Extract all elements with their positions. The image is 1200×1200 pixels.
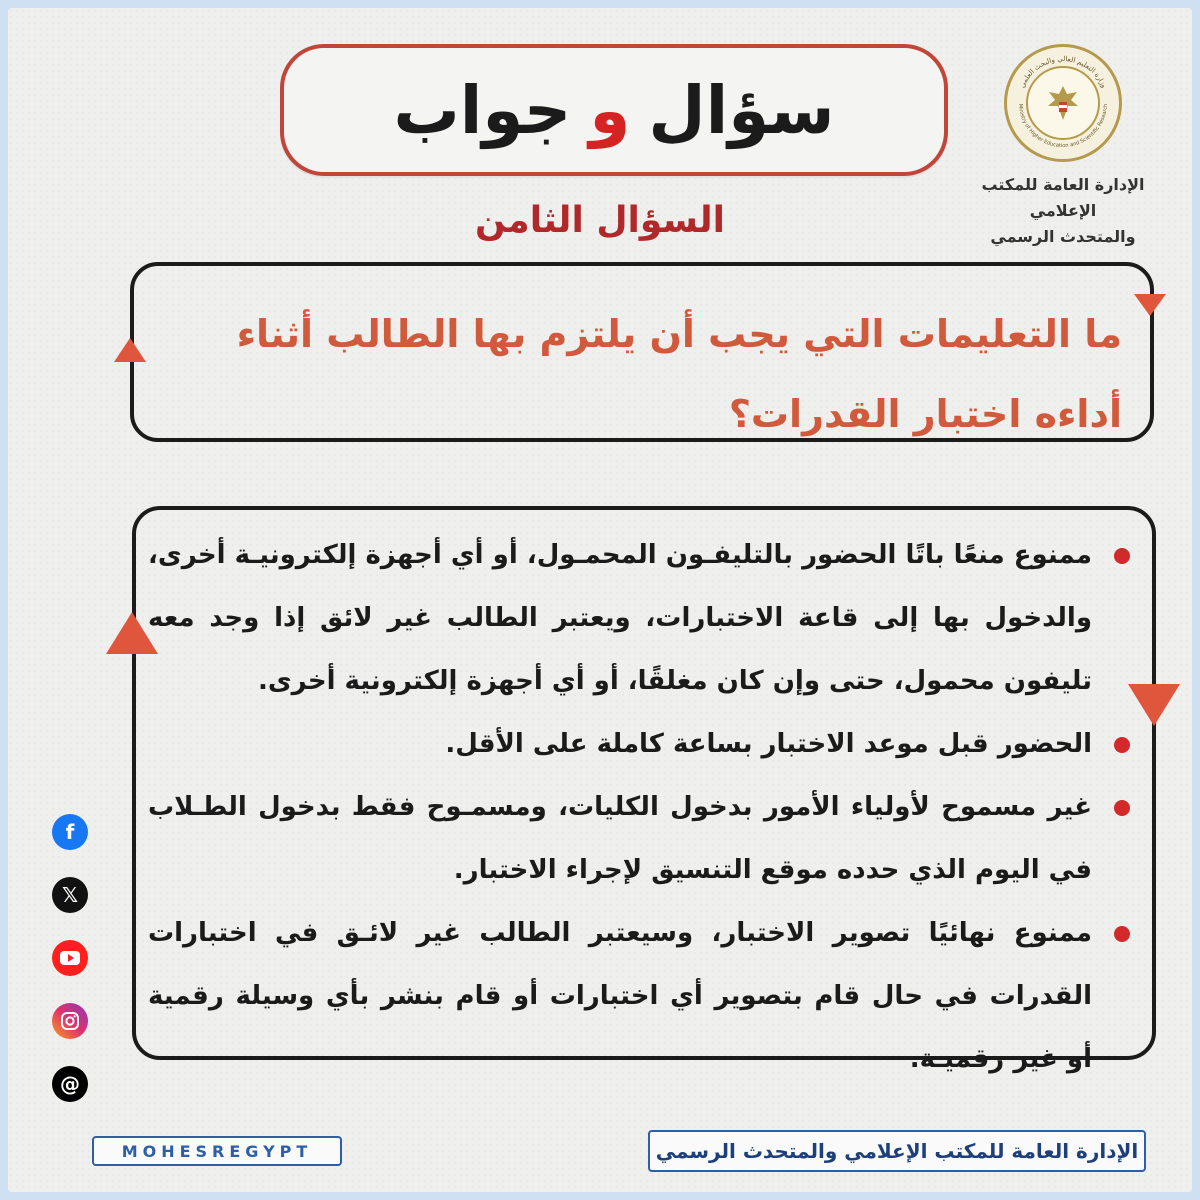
triangle-down-icon	[1134, 294, 1166, 316]
answer-text: ممنوع منعًا باتًا الحضور بالتليفـون المحمـول، أو أي أجهزة إلكترونيـة أخرى، والدخول بها إلى قاعة الاختبارات، ويعتبر الطالب غير لائق إذا وجد معه تليفون محمول، حتى وإن كان مغلقًا، أو أي أجهزة إلكترونية أخرى.	[148, 540, 1092, 696]
bullet-icon	[1114, 548, 1130, 564]
bullet-icon	[1114, 800, 1130, 816]
answer-list	[148, 524, 1136, 1091]
seal-ring-text-icon	[1007, 47, 1119, 159]
bullet-icon	[1114, 926, 1130, 942]
list-item	[148, 713, 1136, 776]
question-number-label: السؤال الثامن	[475, 200, 725, 241]
answer-text: ممنوع نهائيًا تصوير الاختبار، وسيعتبر الطالب غير لائـق في اختبارات القدرات في حال قام بتصوير أي اختبارات أو قام بنشر بأي وسيلة رقمية أو غير رقميـة.	[148, 918, 1092, 1074]
youtube-icon[interactable]	[52, 940, 88, 976]
list-item	[148, 902, 1136, 1091]
bullet-icon	[1114, 737, 1130, 753]
social-links	[52, 814, 92, 1129]
question-text	[148, 294, 1122, 454]
list-item	[148, 776, 1136, 902]
svg-text:Ministry of Higher Education a	[1017, 104, 1109, 149]
question-line-2: أداءه اختبار القدرات؟	[728, 392, 1122, 436]
facebook-icon[interactable]: f	[52, 814, 88, 850]
logo-caption-line2: والمتحدث الرسمي	[990, 227, 1136, 246]
title-word-answer: جواب	[393, 71, 572, 149]
ministry-seal	[1004, 44, 1122, 162]
x-icon[interactable]: 𝕏	[52, 877, 88, 913]
svg-text:وزارة التعليم العالي والبحث ال	[1018, 55, 1108, 89]
threads-icon[interactable]: @	[52, 1066, 88, 1102]
logo-caption-line1: الإدارة العامة للمكتب الإعلامي	[981, 175, 1145, 220]
title-banner	[280, 44, 948, 176]
page-title	[393, 72, 834, 149]
social-handle: MOHESREGYPT	[92, 1136, 342, 1166]
title-conjunction: و	[589, 71, 631, 149]
triangle-up-icon	[114, 338, 146, 362]
answer-text: الحضور قبل موعد الاختبار بساعة كاملة على الأقل.	[445, 729, 1092, 759]
list-item	[148, 524, 1136, 713]
infographic-card	[8, 8, 1192, 1192]
footer-office-name: الإدارة العامة للمكتب الإعلامي والمتحدث الرسمي	[648, 1130, 1146, 1172]
instagram-icon[interactable]	[52, 1003, 88, 1039]
seal-text-en: Ministry of Higher Education and Scientific Research	[1016, 103, 1110, 150]
title-word-question: سؤال	[648, 71, 835, 149]
question-line-1: ما التعليمات التي يجب أن يلتزم بها الطالب أثناء	[236, 312, 1122, 356]
answer-text: غير مسموح لأولياء الأمور بدخول الكليات، ومسمـوح فقط بدخول الطـلاب في اليوم الذي حدده موقع التنسيق لإجراء الاختبار.	[148, 792, 1092, 885]
seal-text-ar: وزارة التعليم العالي والبحث العلمي	[1018, 54, 1108, 90]
